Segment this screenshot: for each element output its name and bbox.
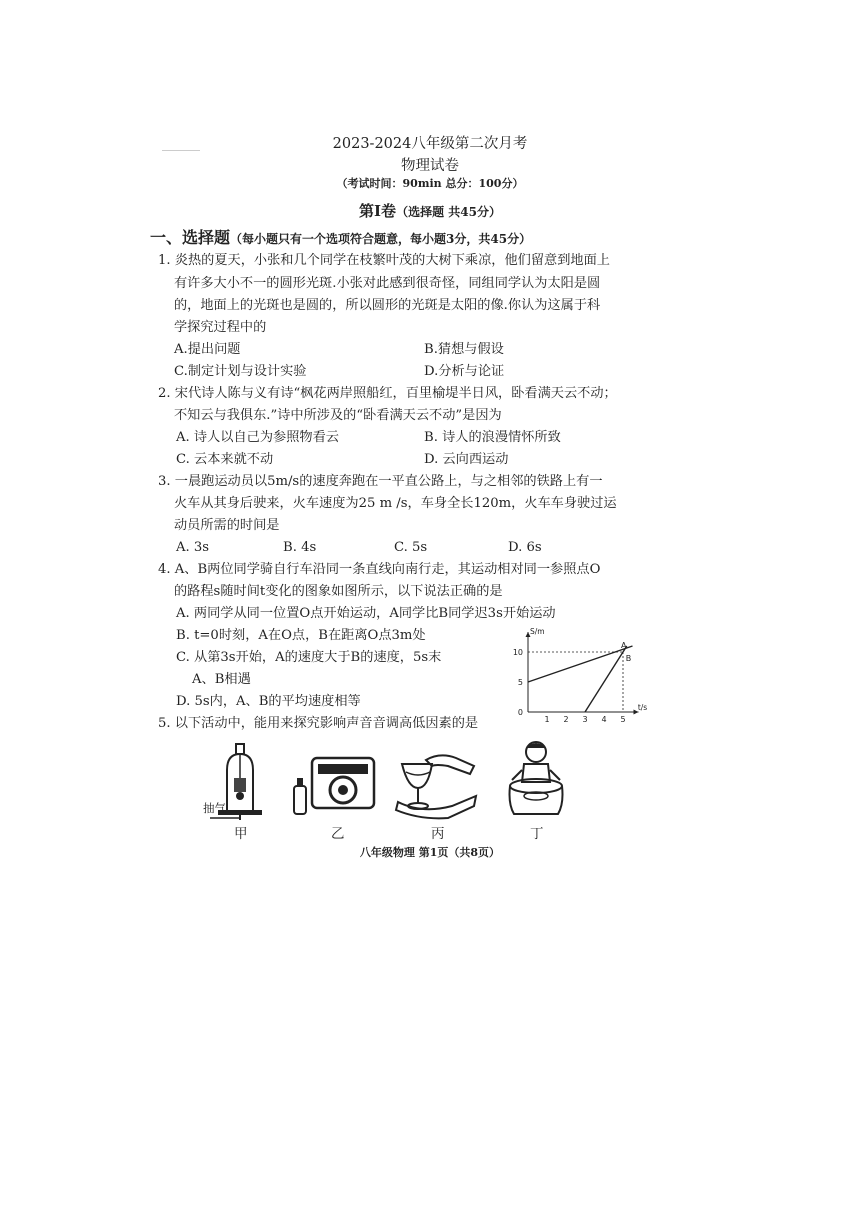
q4-line: 4. A、B两位同学骑自行车沿同一条直线向南行走，其运动相对同一参照点O <box>158 562 601 577</box>
q2-option-c: C. 云本来就不动 <box>176 452 274 467</box>
figure-label-ding: 丁 <box>530 826 544 842</box>
x-tick-label: 3 <box>582 715 588 724</box>
q1-line: 有许多大小不一的圆形光斑.小张对此感到很奇怪，同组同学认为太阳是圆 <box>174 276 601 291</box>
q1-option-a: A.提出问题 <box>174 342 241 357</box>
figure-label-yi: 乙 <box>331 826 345 842</box>
q2-line: 2. 宋代诗人陈与义有诗“枫花两岸照船红，百里榆堤半日风，卧看满天云不动； <box>158 386 617 401</box>
q3-line: 动员所需的时间是 <box>174 518 280 533</box>
y-tick-label: 5 <box>517 678 523 687</box>
q2-option-b: B. 诗人的浪漫情怀所致 <box>424 430 561 445</box>
part-sub: （选择题 共45分） <box>396 205 501 219</box>
exam-title: 2023-2024八年级第二次月考 <box>332 136 528 152</box>
q4-option-a: A. 两同学从同一位置O点开始运动，A同学比B同学迟3s开始运动 <box>176 606 556 621</box>
q5-line: 5. 以下活动中，能用来探究影响声音音调高低因素的是 <box>158 716 479 731</box>
q2-option-d: D. 云向西运动 <box>424 452 509 467</box>
q1-line: 的，地面上的光斑也是圆的，所以圆形的光斑是太阳的像.你认为这属于科 <box>174 298 601 313</box>
series-line-b <box>528 646 633 682</box>
q2-option-a: A. 诗人以自己为参照物看云 <box>176 430 339 445</box>
figure-label-jia: 甲 <box>234 826 248 842</box>
section-heading <box>150 228 531 249</box>
y-tick-label: 10 <box>512 648 523 657</box>
exam-info: （考试时间：90min 总分：100分） <box>336 177 524 190</box>
series-label-b: B <box>625 654 632 663</box>
section-title: 一、选择题 <box>150 228 231 247</box>
series-label-a: A <box>621 641 627 650</box>
q1-line: 1. 炎热的夏天，小张和几个同学在枝繁叶茂的大树下乘凉，他们留意到地面上 <box>158 253 610 268</box>
q4-st-graph <box>498 614 658 726</box>
part-heading <box>0 200 860 221</box>
speaker-figure <box>290 752 380 820</box>
origin-label: 0 <box>517 708 523 717</box>
q4-option-c: C. 从第3s开始，A的速度大于B的速度，5s末 <box>176 650 442 665</box>
q1-option-c: C.制定计划与设计实验 <box>174 364 307 379</box>
y-axis-label: S/m <box>530 627 545 636</box>
x-tick-label: 1 <box>544 715 550 724</box>
x-tick-label: 2 <box>563 715 569 724</box>
x-axis-label: t/s <box>637 703 648 712</box>
drum-figure <box>500 738 572 822</box>
q1-option-b: B.猜想与假设 <box>424 342 504 357</box>
x-tick-label: 4 <box>601 715 607 724</box>
pump-label: 抽气 <box>203 801 226 815</box>
q4-option-d: D. 5s内，A、B的平均速度相等 <box>176 694 361 709</box>
figure-label-bing: 丙 <box>431 826 445 842</box>
q3-option-a: A. 3s <box>176 540 210 555</box>
q4-option-c-cont: A、B相遇 <box>192 672 251 687</box>
q3-line: 3. 一晨跑运动员以5m/s的速度奔跑在一平直公路上，与之相邻的铁路上有一 <box>158 474 603 489</box>
q3-line: 火车从其身后驶来，火车速度为25 m /s，车身全长120m，火车车身驶过运 <box>174 496 617 511</box>
page-footer: 八年级物理 第1页（共8页） <box>359 846 501 859</box>
wine-glass-figure <box>392 748 482 820</box>
q3-option-d: D. 6s <box>508 540 542 555</box>
q4-option-b: B. t=0时刻，A在O点，B在距离O点3m处 <box>176 628 426 643</box>
part-main: 第Ⅰ卷 <box>359 202 397 220</box>
q4-line: 的路程s随时间t变化的图象如图所示，以下说法正确的是 <box>174 584 503 599</box>
q3-option-b: B. 4s <box>283 540 317 555</box>
section-note: （每小题只有一个选项符合题意，每小题3分，共45分） <box>230 232 532 246</box>
x-tick-label: 5 <box>620 715 626 724</box>
q2-line: 不知云与我俱东.”诗中所涉及的“卧看满天云不动”是因为 <box>174 408 502 423</box>
exam-subject: 物理试卷 <box>401 158 459 174</box>
q3-option-c: C. 5s <box>394 540 428 555</box>
q1-line: 学探究过程中的 <box>174 320 267 335</box>
q1-option-d: D.分析与论证 <box>424 364 505 379</box>
